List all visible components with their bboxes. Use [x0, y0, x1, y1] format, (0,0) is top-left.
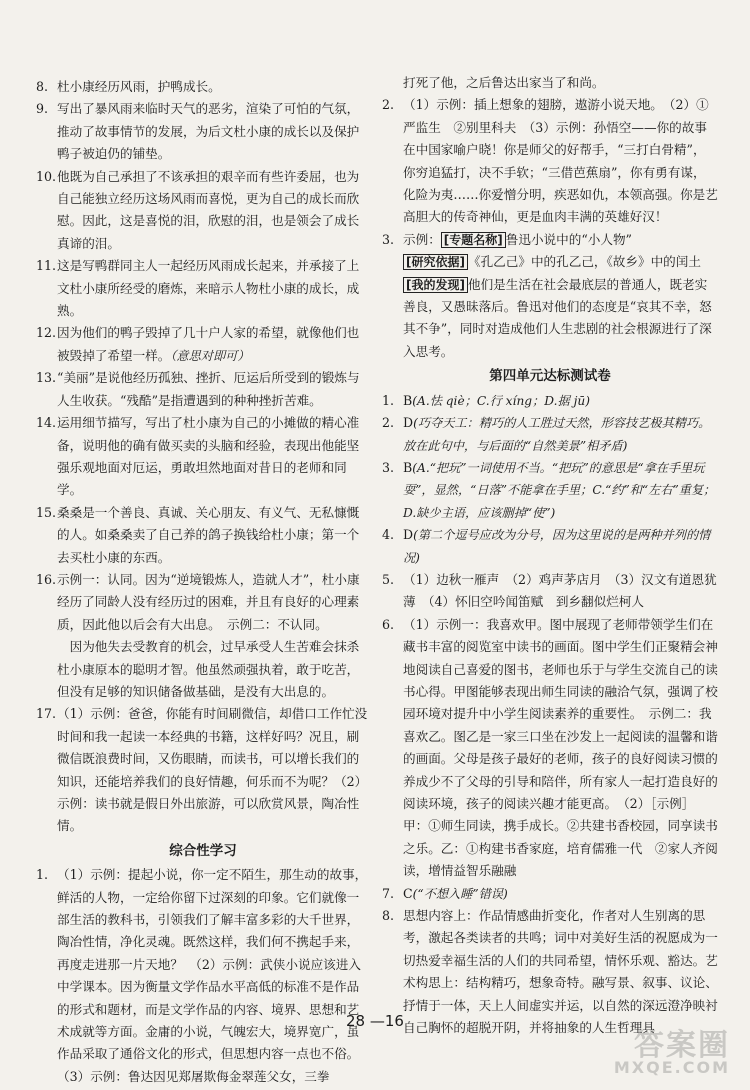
item-number: 7. [382, 885, 395, 901]
item-number: 16. [36, 571, 57, 587]
item-text: 鲁迅小说中的“小人物” [505, 231, 632, 247]
answer-item [382, 457, 718, 524]
research-basis-tag: [研究依据] [403, 254, 468, 270]
section-title: 第四单元达标测试卷 [489, 368, 611, 385]
item-text: 写出了暴风雨来临时天气的恶劣，渲染了可怕的气氛，推动了故事情节的发展，为后文杜小康的成长以及保护鸭子被迫仍的铺垫。 [57, 101, 360, 162]
handwritten-note: (A.“把玩”一词使用不当。“把玩”的意思是“拿在手里玩耍”，显然，“日落”不能拿在手里；C.“约”和“左右”重复；D.缺少主语，应该删掉“使”) [403, 460, 716, 520]
answer-item [36, 502, 370, 569]
item-text: B [403, 392, 413, 408]
item-text: 桑桑是一个善良、真诚、关心朋友、有义气、无私慷慨的人。如桑桑卖了自己养的鸽子换钱给杜小康；第一个去买杜小康的东西。 [57, 504, 360, 565]
item-text: 《孔乙己》中的孔乙己，《故乡》中的闰土 [467, 254, 701, 270]
item-text: 因为他失去受教育的机会，过早承受人生苦难会抹杀杜小康原本的聪明才智。他虽然顽强执着，敢于吃苦，但没有足够的知识储备做基础，是没有大出息的。 [57, 639, 360, 699]
item-text: D [403, 527, 414, 543]
item-number: 12. [36, 325, 57, 341]
item-number: 3. [382, 459, 395, 475]
watermark-url: MXQE.COM [613, 1058, 730, 1077]
answer-item [36, 98, 370, 165]
answer-item [36, 255, 370, 322]
item-text: 思想内容上：作品情感曲折变化，作者对人生别离的思考，激起各类读者的共鸣；词中对美好生活的祝愿成为一切热爱幸福生活的人们的共同希望，情怀乐观、豁达。艺术构思上：结构精巧，想象奇特。融写景、叙事、议论、抒情于一体，天上人间虚实并运，以自然的深远澄净映衬自己胸怀的超脱开阴，并将抽象的人生哲理具 [403, 908, 718, 1036]
right-column [382, 72, 718, 1039]
item-number: 17. [36, 706, 57, 722]
answer-item [382, 94, 718, 228]
item-text: 他既为自己承担了不该承担的艰辛而有些许委屈，也为自己能独立经历这场风雨而喜悦，更为自己的成长而欣慰。因此，这是喜悦的泪，欣慰的泪，也是领会了成长真谛的泪。 [57, 168, 360, 251]
item-number: 15. [36, 504, 57, 520]
answer-item [36, 864, 370, 1088]
item-text: “美丽”是说他经历孤独、挫折、厄运后所受到的锻炼与人生收获。“残酷”是指遭遇到的种种挫折苦难。 [57, 370, 360, 408]
answer-item [382, 569, 718, 614]
handwritten-note: (巧夺天工：精巧的人工胜过天然，形容技艺极其精巧。放在此句中，与后面的“自然美景”相矛盾) [403, 416, 711, 453]
item-number: 13. [36, 370, 57, 386]
item-text: 打死了他，之后鲁达出家当了和尚。 [403, 75, 605, 90]
topic-name-tag: [专题名称] [441, 232, 506, 248]
answer-item [36, 166, 370, 256]
item-text: B [403, 459, 413, 475]
item-number: 8. [382, 908, 395, 924]
item-number: 5. [382, 571, 395, 587]
item-number: 9. [36, 101, 49, 117]
item-text: （1）示例一：我喜欢甲。图中展现了老师带领学生们在藏书丰富的阅览室中读书的画面。图中学生们正聚精会神地阅读自己喜爱的图书，老师也乐于与学生交流自己的读书心得。甲图能够表现出师生同读的融洽气氛，强调了校园环境对提升中小学生阅读素养的重要性。 示例二：我喜欢乙。图乙是一家三口坐在沙发上一起阅读的温馨和谐的画面。父母是孩子最好的老师，孩子的良好阅读习惯的养成少不了父母的引导和陪伴，所有家人一起打造良好的阅读环境，孩子的阅读兴趣才能更高。 （2）［示例］甲：①师生同读，携手成长。②共建书香校园，同享读书之乐。乙：①构建书香家庭，培育儒雅一代 ②家人齐阅读，增情益智乐融融 [403, 616, 718, 879]
item-number: 2. [382, 415, 395, 431]
page-number: 28 —16 [346, 1012, 404, 1030]
item-text: （1）示例：爸爸，你能有时间刷微信，却借口工作忙没时间和我一起读一本经典的书籍，这样好吗？况且，刷微信既浪费时间，又伤眼睛，而读书，可以增长我们的知识，还能培养我们的良好情趣，何乐而不为呢？（2）示例：读书就是假日外出旅游，可以欣赏风景，陶冶性情。 [57, 706, 368, 834]
answer-item [382, 390, 718, 412]
item-text: 运用细节描写，写出了杜小康为自己的小摊做的精心准备，说明他的确有做买卖的头脑和经验，表现出他能坚强乐观地面对厄运，勇敢坦然地面对昔日的老师和同学。 [57, 415, 360, 498]
item-text: 这是写鸭群同主人一起经历风雨成长起来，并承接了上文杜小康所经受的磨炼，来暗示人物杜小康的成长，成熟。 [57, 258, 360, 319]
item-number: 6. [382, 616, 395, 632]
answer-item [36, 703, 370, 837]
answer-item [36, 636, 370, 703]
handwritten-note: （意思对即可） [170, 348, 250, 363]
item-text: 杜小康经历风雨，护鸭成长。 [57, 79, 221, 94]
answer-item [382, 72, 718, 94]
answer-item [36, 76, 370, 98]
item-text: （1）示例：提起小说，你一定不陌生，那生动的故事，鲜活的人物，一定给你留下过深刻的印象。它们就像一部生活的教科书，引领我们了解丰富多彩的大千世界，陶冶性情，净化灵魂。既然这样，我们何不携起手来，再度走进那一片天地？ （2）示例：武侠小说应该进入中学课本。因为衡量文学作品水平高低的标准不是作品的形式和题材，而是文学作品的内容、境界、思想和艺术成就等方面。金庸的小说，气魄宏大，境界宽广，虽作品采取了通俗文化的形式，但思想内容一点也不俗。 （3）示例：鲁达因见郑屠欺侮金翠莲父女，三拳 [57, 867, 368, 1084]
answer-item [382, 412, 718, 457]
watermark-logo [586, 1020, 736, 1082]
answer-item [382, 883, 718, 905]
answer-item [382, 229, 718, 363]
answer-item [382, 614, 718, 883]
handwritten-note: (“不想入睡”错误) [412, 886, 508, 901]
item-text: 他们是生活在社会最底层的普通人，既老实善良，又愚昧落后。鲁迅对他们的态度是“哀其不幸，怒其不争”，同时对造成他们人生悲剧的社会根源进行了深入思考。 [403, 276, 712, 359]
item-text: 示例： [403, 231, 441, 247]
item-text: C [403, 885, 413, 901]
answer-item [36, 322, 370, 367]
item-number: 8. [36, 79, 49, 94]
item-number: 1. [382, 392, 395, 408]
discovery-tag: [我的发现] [403, 277, 468, 293]
item-number: 10. [36, 168, 57, 184]
item-number: 11. [36, 258, 57, 274]
handwritten-note: (第二个逗号应改为分号，因为这里说的是两种并列的情况) [403, 528, 711, 565]
section-title: 综合性学习 [169, 842, 237, 859]
item-number: 14. [36, 415, 57, 431]
handwritten-note: (A.怯 qiè；C.行 xíng；D.据 jū) [412, 393, 590, 408]
answer-item [36, 412, 370, 502]
answer-item [382, 524, 718, 569]
watermark-text: 答案圈 [634, 1028, 730, 1063]
item-text: （1）示例：插上想象的翅膀，遨游小说天地。 （2）①严监生 ②别里科夫 （3）示例：孙悟空——你的故事在中国家喻户晓！你是师父的好帮手，“三打白骨精”，你穷追猛打，决不手软；“三借芭蕉扇”，你有勇有谋，化险为夷……你爱憎分明，疾恶如仇，本领高强。你是艺高胆大的传奇神仙，更是血肉丰满的英雄好汉！ [403, 97, 718, 225]
item-number: 3. [382, 231, 395, 247]
item-text: 示例一：认同。因为“逆境锻炼人，造就人才”，杜小康经历了同龄人没有经历过的困难，并且有良好的心理素质，因此他以后会有大出息。 示例二：不认同。 [57, 571, 360, 632]
item-text: 因为他们的鸭子毁掉了几十户人家的希望，就像他们也被毁掉了希望一样。 [57, 325, 360, 363]
answer-item [36, 569, 370, 636]
answer-item [36, 367, 370, 412]
item-text: （1）边秋一雁声 （2）鸡声茅店月 （3）汉文有道恩犹薄 （4）怀旧空吟闻笛赋 到乡翻似烂柯人 [403, 571, 717, 610]
item-number: 4. [382, 527, 395, 543]
item-text: D [403, 415, 414, 431]
left-column [36, 76, 370, 1088]
item-number: 1. [36, 867, 49, 883]
item-number: 2. [382, 97, 395, 113]
